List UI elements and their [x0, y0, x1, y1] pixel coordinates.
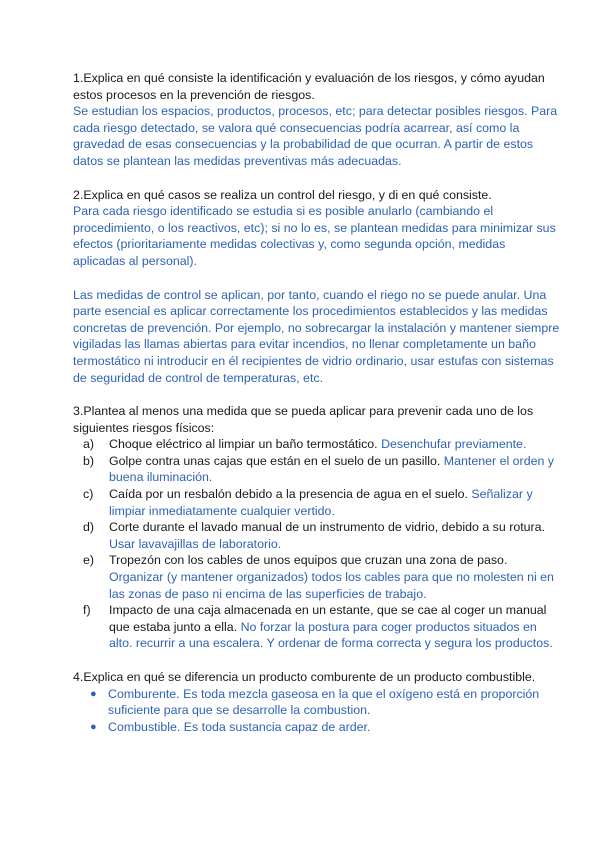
item-measure: Mantener el orden y buena iluminación. — [109, 453, 554, 485]
list-item — [83, 436, 560, 453]
list-item — [90, 719, 560, 736]
list-item — [90, 686, 560, 719]
list-item — [83, 602, 560, 652]
definition-combustible: Combustible. Es toda sustancia capaz de arder. — [108, 719, 371, 734]
bullet-icon: ● — [90, 720, 97, 733]
item-measure: Organizar (y mantener organizados) todos los cables para que no molesten ni en las zonas de paso ni encima de las superficies de trabajo. — [109, 570, 554, 601]
item-measure: Señalizar y limpiar inmediatamente cualquier vertido. — [109, 487, 533, 518]
item-label: e) — [83, 553, 95, 568]
item-risk: Impacto de una caja almacenada en un estante, que se cae al coger un manual que estaba junto a ella. — [109, 603, 547, 634]
definition-comburente: Comburente. Es toda mezcla gaseosa en la que el oxígeno está en proporción suficiente para que se desarrolle la combustion. — [108, 686, 540, 718]
question-2: 2.Explica en qué casos se realiza un control del riesgo, y di en qué consiste. — [73, 187, 492, 202]
answer-1: Se estudian los espacios, productos, procesos, etc; para detectar posibles riesgos. Para cada riesgo detectado, se valora qué consecuencias podría acarrear, así como la gravedad de esas consecuencias y la probabilidad de que ocurran. A partir de estos datos se plantean las medidas preventivas más adecuadas. — [73, 104, 558, 168]
item-label: b) — [83, 453, 95, 468]
item-risk: Golpe contra unas cajas que están en el suelo de un pasillo. — [109, 453, 441, 468]
item-measure: Desenchufar previamente. — [381, 437, 527, 452]
item-label: a) — [83, 437, 95, 452]
answer-2-part-1: Para cada riesgo identificado se estudia si es posible anularlo (cambiando el procedimiento, o los reactivos, etc); si no lo es, se plantean medidas para minimizar sus efectos (prioritariamente medidas colectivas y, como segunda opción, medidas aplicadas al personal). — [73, 204, 556, 268]
item-label: d) — [83, 520, 95, 535]
item-measure: Usar lavavajillas de laboratorio. — [109, 536, 282, 551]
item-risk: Corte durante el lavado manual de un instrumento de vidrio, debido a su rotura. — [109, 520, 546, 535]
bullet-icon: ● — [90, 687, 97, 700]
risk-list — [73, 436, 560, 652]
list-item — [83, 453, 560, 486]
question-3: 3.Plantea al menos una medida que se pueda aplicar para prevenir cada uno de los siguientes riesgos físicos: — [73, 404, 534, 435]
list-item — [83, 552, 560, 602]
list-item — [83, 486, 560, 519]
item-risk: Tropezón con los cables de unos equipos que cruzan una zona de paso. — [109, 553, 508, 568]
item-risk: Caída por un resbalón debido a la presencia de agua en el suelo. — [109, 487, 468, 502]
definition-list — [73, 686, 560, 736]
question-4: 4.Explica en qué se diferencia un producto comburente de un producto combustible. — [73, 670, 536, 684]
item-measure: No forzar la postura para coger productos situados en alto. recurrir a una escalera. Y ordenar de forma correcta y segura los productos. — [109, 619, 553, 651]
item-risk: Choque eléctrico al limpiar un baño termostático. — [109, 437, 378, 452]
list-item — [83, 519, 560, 552]
answer-2-part-2: Las medidas de control se aplican, por tanto, cuando el riego no se puede anular. Una parte esencial es aplicar correctamente los procedimientos establecidos y las medidas concretas de prevención. Por ejemplo, no sobrecargar la instalación y mantener siempre vigiladas las llamas abiertas para evitar incendios, no llenar completamente un baño termostático ni introducir en él recipientes de vidrio ordinario, usar estufas con sistemas de seguridad de control de temperaturas, etc. — [73, 287, 560, 385]
item-label: f) — [83, 603, 91, 618]
question-1: 1.Explica en qué consiste la identificación y evaluación de los riesgos, y cómo ayudan estos procesos en la prevención de riesgos. — [73, 71, 545, 102]
item-label: c) — [83, 487, 94, 502]
